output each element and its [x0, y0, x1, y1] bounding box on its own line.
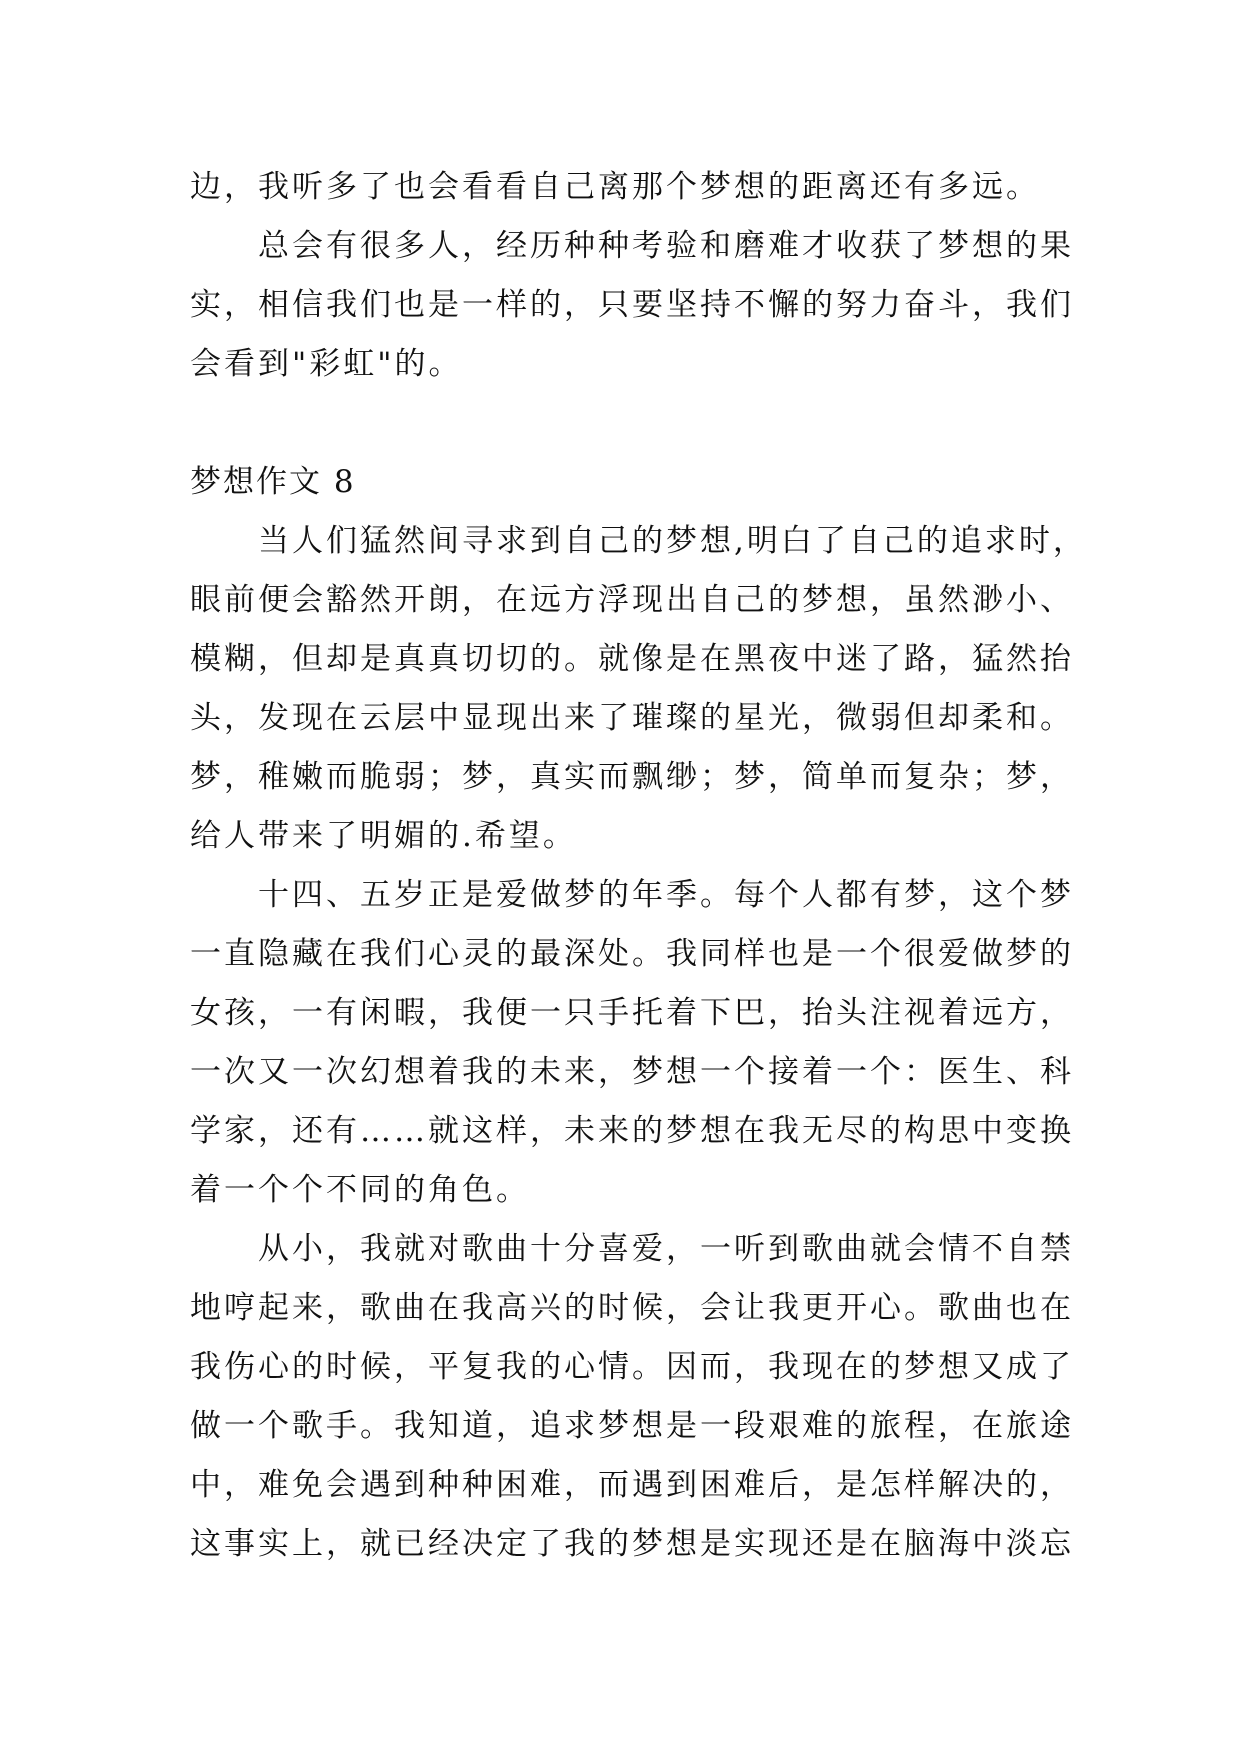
paragraph-line: 实，相信我们也是一样的，只要坚持不懈的努力奋斗，我们 [190, 287, 1074, 323]
section-heading: 梦想作文 8 [190, 464, 356, 500]
paragraph-line: 着一个个不同的角色。 [190, 1172, 530, 1208]
paragraph-line: 学家，还有……就这样，未来的梦想在我无尽的构思中变换 [190, 1113, 1074, 1149]
paragraph-gap [190, 394, 1060, 453]
paragraph-line: 女孩，一有闲暇，我便一只手托着下巴，抬头注视着远方， [190, 995, 1074, 1031]
paragraph-line: 边，我听多了也会看看自己离那个梦想的距离还有多远。 [190, 169, 1040, 205]
paragraph-line: 会看到"彩虹"的。 [190, 346, 463, 382]
paragraph-line: 这事实上，就已经决定了我的梦想是实现还是在脑海中淡忘 [190, 1526, 1074, 1562]
paragraph-line: 十四、五岁正是爱做梦的年季。每个人都有梦，这个梦 [258, 877, 1074, 913]
paragraph-line: 从小，我就对歌曲十分喜爱，一听到歌曲就会情不自禁 [258, 1231, 1074, 1267]
paragraph-line: 眼前便会豁然开朗，在远方浮现出自己的梦想，虽然渺小、 [190, 582, 1074, 618]
essay-text [190, 158, 1087, 1574]
paragraph-line: 总会有很多人，经历种种考验和磨难才收获了梦想的果 [258, 228, 1074, 264]
paragraph-line: 一直隐藏在我们心灵的最深处。我同样也是一个很爱做梦的 [190, 936, 1074, 972]
paragraph-line: 梦，稚嫩而脆弱；梦，真实而飘缈；梦，简单而复杂；梦， [190, 759, 1074, 795]
paragraph-line: 一次又一次幻想着我的未来，梦想一个接着一个：医生、科 [190, 1054, 1074, 1090]
paragraph-line: 中，难免会遇到种种困难，而遇到困难后，是怎样解决的， [190, 1467, 1074, 1503]
paragraph-line: 地哼起来，歌曲在我高兴的时候，会让我更开心。歌曲也在 [190, 1290, 1074, 1326]
paragraph-line: 模糊，但却是真真切切的。就像是在黑夜中迷了路，猛然抬 [190, 641, 1074, 677]
paragraph-line: 头，发现在云层中显现出来了璀璨的星光，微弱但却柔和。 [190, 700, 1074, 736]
paragraph-line: 当人们猛然间寻求到自己的梦想,明白了自己的追求时， [258, 523, 1087, 559]
paragraph-line: 做一个歌手。我知道，追求梦想是一段艰难的旅程，在旅途 [190, 1408, 1074, 1444]
paragraph-line: 给人带来了明媚的.希望。 [190, 818, 577, 854]
paragraph-line: 我伤心的时候，平复我的心情。因而，我现在的梦想又成了 [190, 1349, 1074, 1385]
